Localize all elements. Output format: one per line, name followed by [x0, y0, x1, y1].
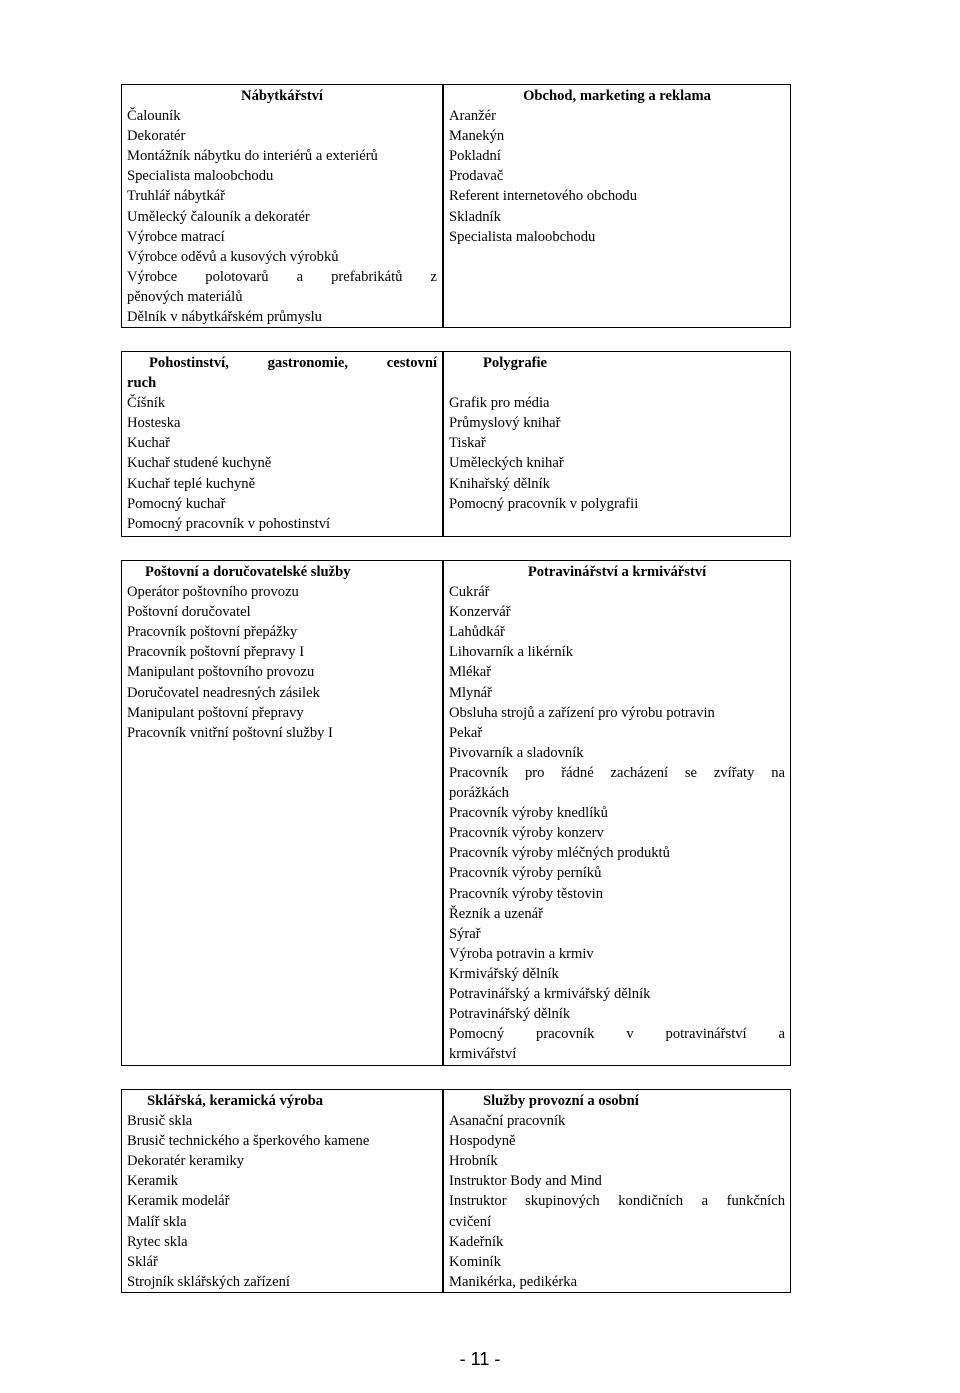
list-item: Specialista maloobchodu [127, 168, 274, 185]
list-item: Uměleckých knihař [449, 455, 564, 472]
list-item: Pracovník poštovní přepravy I [127, 644, 305, 661]
list-item: Lahůdkář [449, 624, 505, 641]
list-item: Pomocný pracovník v polygrafii [449, 495, 639, 512]
list-item: Rytec skla [127, 1233, 188, 1250]
list-item: Pivovarník a sladovník [449, 744, 584, 761]
list-item: Keramik modelář [127, 1193, 230, 1210]
box-obchod [443, 84, 791, 328]
list-item: Pracovník výroby knedlíků [449, 805, 608, 822]
list-item: Lihovarník a likérník [449, 644, 574, 661]
box-nabytkarstvi [121, 84, 443, 328]
list-item: Výrobce matrací [127, 228, 225, 245]
list-item: Číšník [127, 395, 166, 412]
list-item: Brusič technického a šperkového kamene [127, 1133, 370, 1150]
list-item: Průmyslový knihař [449, 415, 561, 432]
list-item: Kominík [449, 1253, 501, 1270]
list-item: Grafik pro média [449, 395, 550, 412]
list-item: Aranžér [449, 108, 496, 125]
list-item: Doručovatel neadresných zásilek [127, 684, 320, 701]
box-title: Potravinářství a krmivářství [527, 564, 707, 580]
list-item: Obsluha strojů a zařízení pro výrobu potravin [449, 704, 715, 721]
list-item: Výrobce oděvů a kusových výrobků [127, 248, 339, 265]
box-title: Sklářská, keramická výroba [147, 1093, 324, 1109]
list-item: Pracovník vnitřní poštovní služby I [127, 724, 333, 741]
list-item: pěnových materiálů [127, 288, 243, 305]
list-item: Cukrář [449, 584, 490, 601]
list-item: Konzervář [449, 604, 511, 621]
list-item: Výrobce polotovarů a prefabrikátů z [127, 268, 437, 285]
list-item: Operátor poštovního provozu [127, 584, 299, 601]
list-item: Dělník v nábytkářském průmyslu [127, 309, 322, 326]
list-item: Pracovník výroby těstovin [449, 885, 604, 902]
list-item: Montážník nábytku do interiérů a exteriérů [127, 148, 378, 165]
list-item: Krmivářský dělník [449, 965, 559, 982]
list-item: Tiskař [449, 435, 486, 452]
list-item: Manipulant poštovní přepravy [127, 704, 304, 721]
list-item: Hrobník [449, 1153, 498, 1170]
box-sluzby [443, 1089, 791, 1293]
list-item: Prodavač [449, 168, 504, 185]
list-item: Manikérka, pedikérka [449, 1273, 578, 1290]
list-item: Potravinářský a krmivářský dělník [449, 985, 651, 1002]
page-number: - 11 - [459, 1349, 501, 1369]
box-title: Služby provozní a osobní [483, 1093, 639, 1109]
list-item: Asanační pracovník [449, 1113, 566, 1130]
list-item: Dekoratér keramiky [127, 1153, 245, 1170]
list-item: Keramik [127, 1173, 179, 1190]
list-item: Sýrař [449, 925, 481, 942]
list-item: cvičení [449, 1213, 492, 1230]
list-item: Mlynář [449, 684, 492, 701]
box-sklarska [121, 1089, 443, 1293]
list-item: Pracovník výroby perníků [449, 865, 602, 882]
list-item: porážkách [449, 785, 509, 802]
box-title: Nábytkářství [241, 88, 323, 104]
list-item: Brusič skla [127, 1113, 193, 1130]
list-item: Pokladní [449, 148, 501, 165]
box-title: Obchod, marketing a reklama [523, 88, 711, 104]
list-item: Kuchař [127, 435, 170, 452]
list-item: Manipulant poštovního provozu [127, 664, 315, 681]
list-item: Poštovní doručovatel [127, 604, 251, 621]
list-item: Strojník sklářských zařízení [127, 1273, 290, 1290]
box-title: Polygrafie [483, 355, 548, 371]
list-item: Umělecký čalouník a dekoratér [127, 208, 310, 225]
box-pohostinstvi [121, 351, 443, 537]
box-postovni [121, 560, 443, 1066]
box-title-continued: ruch [127, 375, 157, 392]
list-item: Pomocný pracovník v pohostinství [127, 515, 331, 532]
list-item: Hosteska [127, 415, 181, 432]
list-item: Pekař [449, 724, 483, 741]
list-item: Instruktor Body and Mind [449, 1173, 602, 1190]
list-item: Pracovník výroby konzerv [449, 825, 604, 842]
list-item: Potravinářský dělník [449, 1006, 571, 1023]
list-item: Pomocný pracovník v potravinářství a [449, 1026, 785, 1043]
list-item: Mlékař [449, 664, 492, 681]
box-potravinarstvi [443, 560, 791, 1066]
list-item: Čalouník [127, 108, 181, 125]
list-item: Referent internetového obchodu [449, 188, 638, 205]
list-item: Kuchař studené kuchyně [127, 455, 272, 472]
list-item: Výroba potravin a krmiv [449, 945, 594, 962]
list-item: krmivářství [449, 1046, 517, 1063]
box-title: Poštovní a doručovatelské služby [145, 564, 351, 580]
list-item: Dekoratér [127, 128, 186, 145]
list-item: Pomocný kuchař [127, 495, 226, 512]
list-item: Kuchař teplé kuchyně [127, 475, 256, 492]
list-item: Sklář [127, 1253, 158, 1270]
list-item: Pracovník poštovní přepážky [127, 624, 298, 641]
list-item: Pracovník výroby mléčných produktů [449, 845, 670, 862]
list-item: Hospodyně [449, 1133, 516, 1150]
list-item: Pracovník pro řádné zacházení se zvířaty na [449, 764, 785, 781]
list-item: Specialista maloobchodu [449, 228, 596, 245]
list-item: Řezník a uzenář [449, 905, 543, 922]
spacer [449, 373, 785, 393]
box-title: Pohostinství, gastronomie, cestovní [149, 355, 437, 371]
list-item: Kadeřník [449, 1233, 504, 1250]
list-item: Skladník [449, 208, 501, 225]
list-item: Instruktor skupinových kondičních a funkčních [449, 1193, 785, 1210]
box-polygrafie [443, 351, 791, 537]
list-item: Knihařský dělník [449, 475, 550, 492]
list-item: Manekýn [449, 128, 505, 145]
list-item: Truhlář nábytkář [127, 188, 225, 205]
list-item: Malíř skla [127, 1213, 187, 1230]
